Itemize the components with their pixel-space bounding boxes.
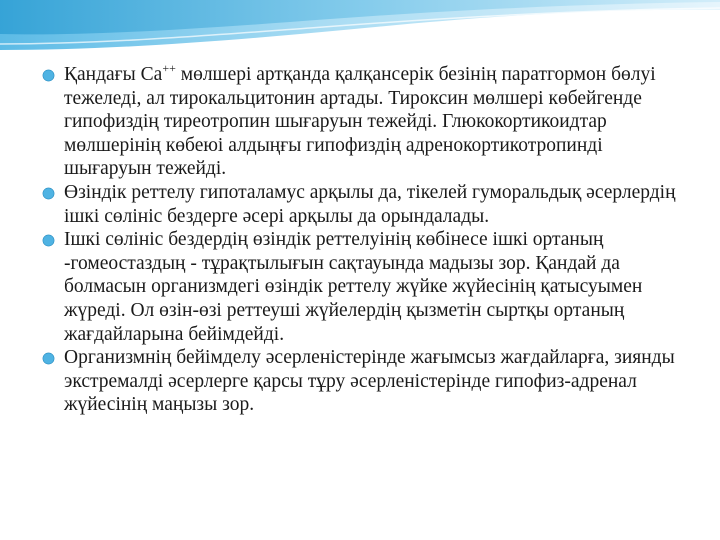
circle-bullet-icon bbox=[42, 69, 55, 82]
bullet-text-start: Қандағы Са bbox=[64, 64, 163, 85]
bullet-list bbox=[42, 60, 692, 417]
bullet-text: Ішкі сөлініс бездердің өзіндік реттелуінің көбінесе ішкі ортаның -гомеостаздың - тұрақтылығын сақтауында мадызы зор. Қандай да болмасын организмдегі өзіндік реттелу жүйке жүйесінің қатысуымен жүреді. Ол өзін-өзі реттеуші жүйелердің қызметін сыртқы ортаның жағдайларына бейімдейді. bbox=[64, 229, 643, 345]
bullet-text: Организмнің бейімделу әсерленістерінде жағымсыз жағдайларға, зиянды экстремалді әсерлерге қарсы тұру әсерленістерінде гипофиз-адренал жүйесінің маңызы зор. bbox=[64, 347, 675, 416]
content-area bbox=[42, 60, 692, 417]
bullet-text-end: мөлшері артқанда қалқансерік безінің паратгормон бөлуі тежеледі, ал тирокальцитонин артады. Тироксин мөлшері көбейгенде гипофиздің тиреотропин шығаруын тежейді. Глюкокортикоидтар мөлшерінің көбеюі алдыңғы гипофиздің адренокортикотропинді шығаруын тежейді. bbox=[64, 64, 656, 180]
bullet-item bbox=[42, 228, 692, 346]
circle-bullet-icon bbox=[42, 234, 55, 247]
circle-bullet-icon bbox=[42, 352, 55, 365]
charge-superscript: ++ bbox=[162, 60, 176, 75]
circle-bullet-icon bbox=[42, 187, 55, 200]
bullet-item bbox=[42, 181, 692, 228]
bullet-item bbox=[42, 346, 692, 417]
bullet-item bbox=[42, 60, 692, 181]
bullet-text: Өзіндік реттелу гипоталамус арқылы да, тікелей гуморальдық әсерлердің ішкі сөлініс бездерге әсері арқылы да орындалады. bbox=[64, 181, 676, 227]
header-wave-decoration bbox=[0, 0, 720, 60]
